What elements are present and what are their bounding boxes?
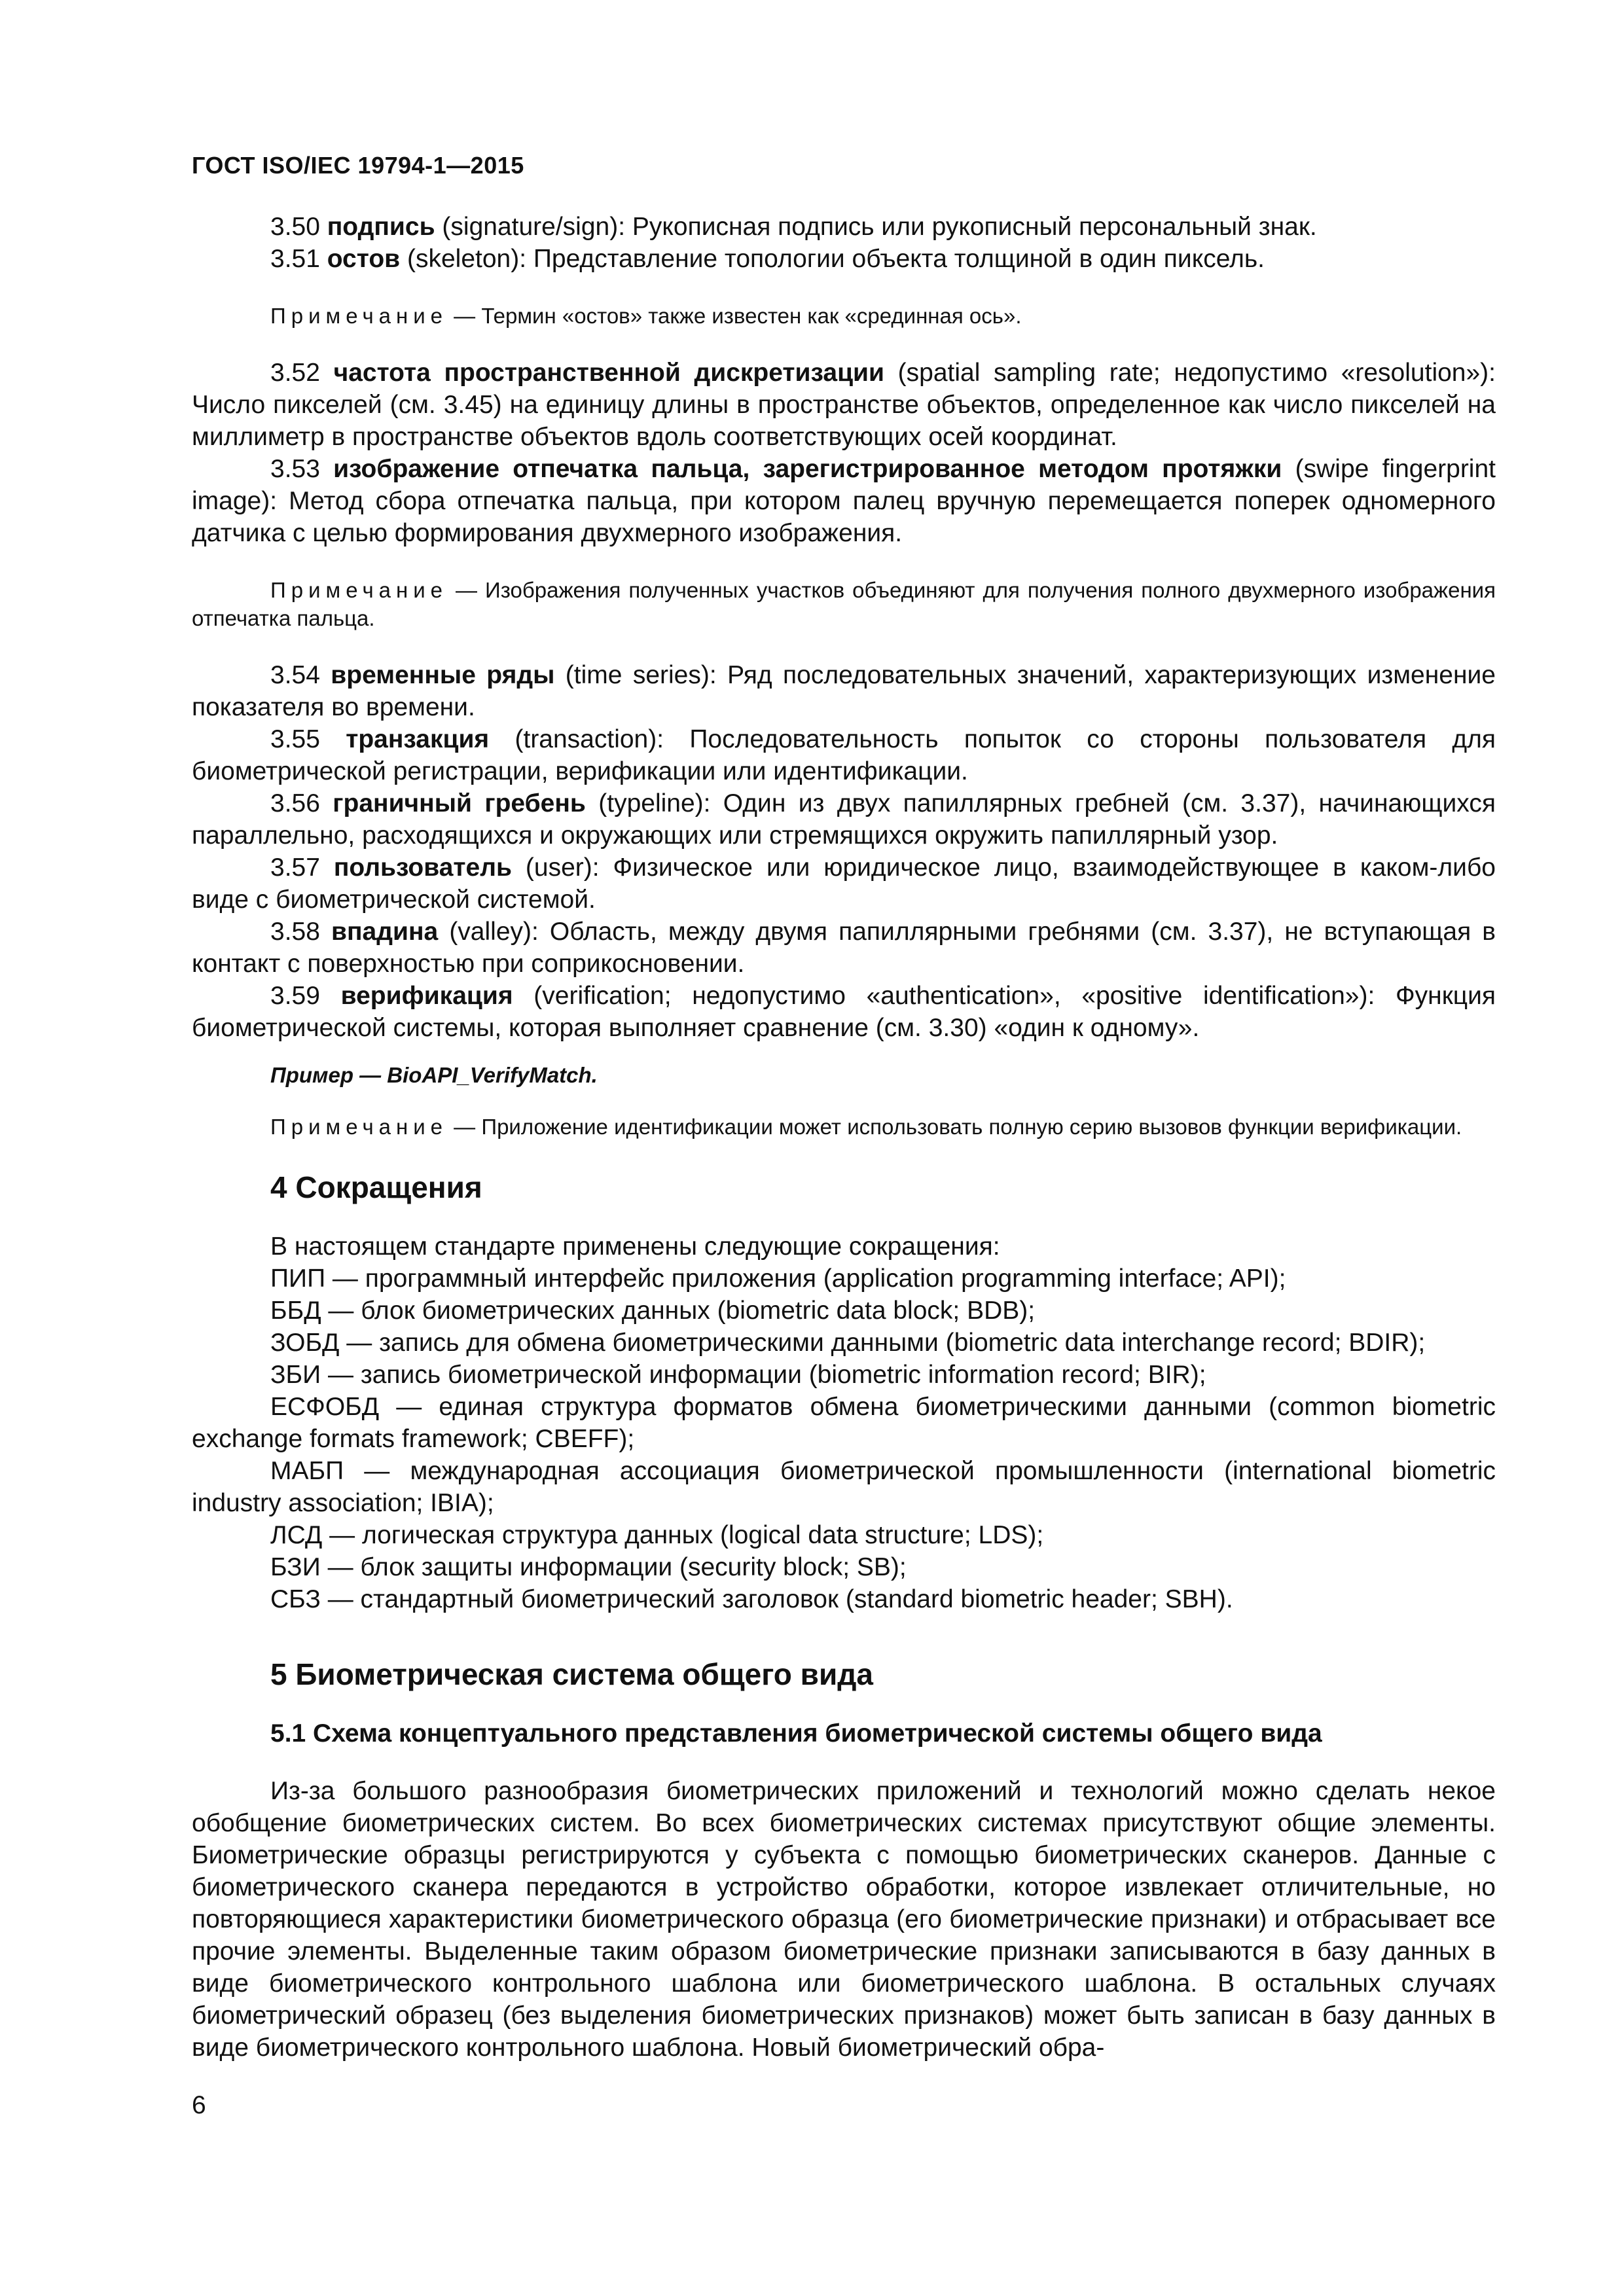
note-swipe: Примечание — Изображения полученных участков объединяют для получения полного двухмерного изображения отпечатка пальца. bbox=[192, 578, 1496, 630]
abbr-item: ЗОБД — запись для обмена биометрическими данными (biometric data interchange record; BDIR); bbox=[270, 1329, 1426, 1357]
note-label: Примечание bbox=[270, 304, 448, 328]
abbr-item: ПИП — программный интерфейс приложения (application programming interface; API); bbox=[270, 1265, 1286, 1293]
term-3-52: 3.52 частота пространственной дискретизации (spatial sampling rate; недопустимо «resolution»): Число пикселей (см. 3.45) на единицу длины в пространстве объектов, определенное как число пикселей на миллиметр в пространстве объектов вдоль соответствующих осей координат. bbox=[192, 359, 1496, 451]
abbr-item: ЗБИ — запись биометрической информации (biometric information record; BIR); bbox=[270, 1361, 1206, 1389]
abbr-intro: В настоящем стандарте применены следующие сокращения: bbox=[270, 1232, 1000, 1261]
term-3-53: 3.53 изображение отпечатка пальца, зарегистрированное методом протяжки (swipe fingerprint image): Метод сбора отпечатка пальца, при котором палец вручную перемещается поперек одномерного датчика с целью формирования двухмерного изображения. bbox=[192, 455, 1496, 547]
term-3-56: 3.56 граничный гребень (typeline): Один из двух папиллярных гребней (см. 3.37), начинающихся параллельно, расходящихся и окружающих или стремящихся окружить папиллярный узор. bbox=[192, 789, 1496, 850]
note-label: Примечание bbox=[270, 578, 448, 602]
abbr-item: ББД — блок биометрических данных (biometric data block; BDB); bbox=[270, 1297, 1036, 1325]
term-3-57: 3.57 пользователь (user): Физическое или юридическое лицо, взаимодействующее в каком-либо виде с биометрической системой. bbox=[192, 853, 1496, 914]
abbr-item: ЛСД — логическая структура данных (logical data structure; LDS); bbox=[270, 1521, 1044, 1549]
abbr-item: СБЗ — стандартный биометрический заголовок (standard biometric header; SBH). bbox=[270, 1585, 1233, 1613]
note-label: Примечание bbox=[270, 1115, 448, 1139]
example-verify: Пример — BioAPI_VerifyMatch. bbox=[270, 1063, 598, 1087]
term-3-59: 3.59 верификация (verification; недопустимо «authentication», «positive identification»): Функция биометрической системы, которая выполняет сравнение (см. 3.30) «один к одному». bbox=[192, 982, 1496, 1042]
section-5-1-paragraph: Из-за большого разнообразия биометрических приложений и технологий можно сделать некое обобщение биометрических систем. Во всех биометрических системах присутствуют общие элементы. Биометрические образцы регистрируются у субъекта с помощью биометрических сканеров. Данные с биометрического сканера передаются в устройство обработки, которое извлекает отличительные, но повторяющиеся характеристики биометрического образца (его биометрические признаки) и отбрасывает все прочие элементы. Выделенные таким образом биометрические признаки записываются в базу данных в виде биометрического контрольного шаблона или биометрического шаблона. В остальных случаях биометрический образец (без выделения биометрических признаков) может быть записан в базу данных в виде биометрического контрольного шаблона. Новый биометрический обра- bbox=[192, 1777, 1496, 2062]
note-verification: Примечание — Приложение идентификации может использовать полную серию вызовов функции верификации. bbox=[270, 1115, 1462, 1139]
abbr-item: БЗИ — блок защиты информации (security block; SB); bbox=[270, 1553, 907, 1581]
term-3-51: 3.51 остов (skeleton): Представление топологии объекта толщиной в один пиксель. bbox=[270, 245, 1265, 273]
term-3-58: 3.58 впадина (valley): Область, между двумя папиллярными гребнями (см. 3.37), не вступающая в контакт с поверхностью при соприкосновении. bbox=[192, 918, 1496, 978]
abbr-item: ЕСФОБД — единая структура форматов обмена биометрическими данными (common biometric exchange formats framework; CBEFF); bbox=[192, 1393, 1496, 1453]
term-3-54: 3.54 временные ряды (time series): Ряд последовательных значений, характеризующих изменение показателя во времени. bbox=[192, 661, 1496, 721]
section-5-title: 5 Биометрическая система общего вида bbox=[270, 1657, 874, 1691]
term-3-50: 3.50 подпись (signature/sign): Рукописная подпись или рукописный персональный знак. bbox=[270, 213, 1317, 241]
note-skeleton: Примечание — Термин «остов» также известен как «срединная ось». bbox=[270, 304, 1022, 328]
term-3-55: 3.55 транзакция (transaction): Последовательность попыток со стороны пользователя для биометрической регистрации, верификации или идентификации. bbox=[192, 725, 1496, 785]
document-header: ГОСТ ISO/IEC 19794-1—2015 bbox=[192, 152, 524, 179]
page-number: 6 bbox=[192, 2091, 206, 2119]
section-5-1-title: 5.1 Схема концептуального представления биометрической системы общего вида bbox=[270, 1719, 1322, 1748]
section-4-title: 4 Сокращения bbox=[270, 1170, 482, 1204]
abbr-item: МАБП — международная ассоциация биометрической промышленности (international biometric industry association; IBIA); bbox=[192, 1457, 1496, 1517]
document-body bbox=[192, 211, 1496, 2064]
